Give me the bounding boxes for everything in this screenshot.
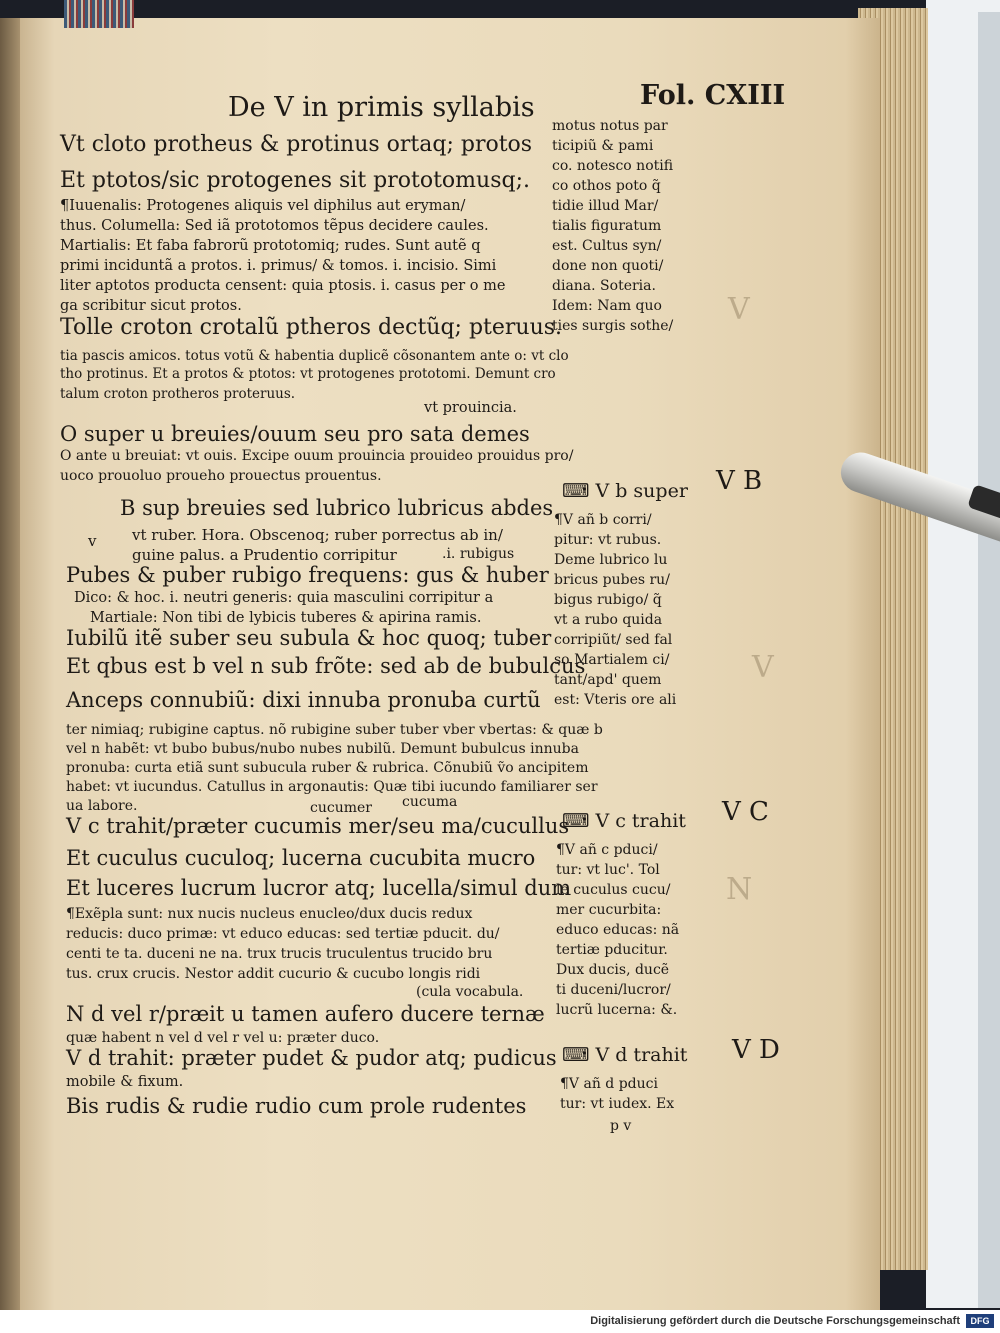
verse-line: Tolle croton crotalũ ptheros dectũq; pteruus. bbox=[60, 315, 563, 340]
verse-line: Et qbus est b vel n sub frõte: sed ab de bubulcus bbox=[66, 654, 586, 678]
side-note-line: diana. Soteria. bbox=[552, 278, 656, 294]
side-note-line: est: Vteris ore ali bbox=[554, 692, 677, 708]
side-heading-b-text: V b super bbox=[595, 480, 688, 502]
side-heading-c: ⌨ V c trahit bbox=[562, 810, 686, 832]
commentary-line: (cula vocabula. bbox=[416, 984, 524, 1000]
verse-line: Iubilũ itẽ suber seu subula & hoc quoq; tuber bbox=[66, 626, 552, 650]
commentary-line: quæ habent n vel d vel r vel u: præter duco. bbox=[66, 1030, 380, 1046]
verse-line: Et cuculus cuculoq; lucerna cucubita mucro bbox=[66, 846, 536, 870]
commentary-line: talum croton protheros proteruus. bbox=[60, 386, 296, 402]
side-note-line: ticipiũ & pami bbox=[552, 138, 654, 154]
commentary-line: uoco prouoluo proueho prouectus prouentus. bbox=[60, 468, 382, 484]
commentary-line: centi te ta. duceni ne na. trux trucis truculentus trucido bru bbox=[66, 946, 493, 962]
side-note-line: mer cucurbita: bbox=[556, 902, 662, 918]
verse-line: O super u breuies/ouum seu pro sata demes bbox=[60, 422, 530, 446]
verse-line: Pubes & puber rubigo frequens: gus & huber bbox=[66, 563, 549, 587]
verse-line: V c trahit/præter cucumis mer/seu ma/cucullus bbox=[66, 814, 570, 838]
commentary-line: vel n habẽt: vt bubo bubus/nubo nubes nubilũ. Demunt bubulcus innuba bbox=[66, 741, 579, 757]
verse-line: V d trahit: præter pudet & pudor atq; pudicus bbox=[66, 1046, 557, 1070]
side-heading-d-text: V d trahit bbox=[595, 1044, 688, 1066]
side-note-line: Dux ducis, ducẽ bbox=[556, 962, 670, 978]
side-note-line: le cuculus cucu/ bbox=[556, 882, 671, 898]
commentary-line: ¶Exẽpla sunt: nux nucis nucleus enucleo/dux ducis redux bbox=[66, 906, 473, 922]
headband bbox=[64, 0, 134, 28]
side-note-line: tur: vt luc'. Tol bbox=[556, 862, 660, 878]
side-note-line: motus notus par bbox=[552, 118, 668, 134]
side-note-line: vt a rubo quida bbox=[554, 612, 663, 628]
margin-section-d: V D bbox=[732, 1035, 780, 1065]
side-heading-d: ⌨ V d trahit bbox=[562, 1044, 688, 1066]
side-note-line: co. notesco notifi bbox=[552, 158, 674, 174]
side-note-line: ¶V añ d pduci bbox=[560, 1076, 658, 1092]
side-note-line: lucrũ lucerna: &. bbox=[556, 1002, 678, 1018]
commentary-line: tho protinus. Et a protos & ptotos: vt protogenes prototomi. Demunt cro bbox=[60, 366, 556, 382]
commentary-line: Dico: & hoc. i. neutri generis: quia masculini corripitur a bbox=[74, 590, 494, 606]
commentary-line: ¶Iuuenalis: Protogenes aliquis vel diphilus aut eryman/ bbox=[60, 198, 466, 214]
verse-line: Bis rudis & rudie rudio cum prole rudentes bbox=[66, 1094, 527, 1118]
commentary-line: primi inciduntã a protos. i. primus/ & tomos. i. incisio. Simi bbox=[60, 258, 497, 274]
side-note-line: Deme lubrico lu bbox=[554, 552, 668, 568]
commentary-line: tus. crux crucis. Nestor addit cucurio & cucubo longis ridi bbox=[66, 966, 481, 982]
commentary-line: vt ruber. Hora. Obscenoq; ruber porrectus ab in/ bbox=[132, 526, 503, 544]
commentary-line: thus. Columella: Sed iã prototomos tẽpus decidere caules. bbox=[60, 218, 489, 234]
side-note-line: est. Cultus syn/ bbox=[552, 238, 662, 254]
folio-number: Fol. CXIII bbox=[640, 80, 786, 111]
side-note-line: ti duceni/lucror/ bbox=[556, 982, 671, 998]
commentary-line: pronuba: curta etiã sunt subucula ruber & rubrica. Cõnubiũ ṽo ancipitem bbox=[66, 760, 589, 776]
side-note-line: bigus rubigo/ q̃ bbox=[554, 592, 662, 608]
side-note-line: tidie illud Mar/ bbox=[552, 198, 659, 214]
running-title: De V in primis syllabis bbox=[228, 92, 535, 123]
side-note-line: Idem: Nam quo bbox=[552, 298, 662, 314]
side-note-line: done non quoti/ bbox=[552, 258, 664, 274]
side-heading-b: ⌨ V b super bbox=[562, 480, 688, 502]
book-cover-edge bbox=[978, 12, 1000, 1308]
commentary-line: reducis: duco primæ: vt educo educas: sed tertiæ pducit. du/ bbox=[66, 926, 500, 942]
commentary-line: liter aptotos producta censent: quia ptosis. i. casus per o me bbox=[60, 278, 506, 294]
side-note-line: bricus pubes ru/ bbox=[554, 572, 670, 588]
interlinear-v: v bbox=[88, 532, 97, 550]
side-note-line: co othos poto q̃ bbox=[552, 178, 661, 194]
side-note-line: educo educas: nã bbox=[556, 922, 680, 938]
show-through-letter: N bbox=[726, 872, 753, 907]
verse-line: Et luceres lucrum lucror atq; lucella/simul dum bbox=[66, 876, 572, 900]
side-note-line: pitur: vt rubus. bbox=[554, 532, 662, 548]
verse-line: Vt cloto protheus & protinus ortaq; protos bbox=[60, 132, 533, 157]
commentary-line: habet: vt iucundus. Catullus in argonautis: Quæ tibi iucundo familiarer ser bbox=[66, 779, 598, 795]
verse-line: B sup breuies sed lubrico lubricus abdes bbox=[120, 496, 554, 520]
commentary-line: tia pascis amicos. totus votũ & habentia duplicẽ cõsonantem ante o: vt clo bbox=[60, 348, 569, 364]
side-note-line: ¶V añ c pduci/ bbox=[556, 842, 658, 858]
side-note-line: tur: vt iudex. Ex bbox=[560, 1096, 675, 1112]
side-note-line: corripiũt/ sed fal bbox=[554, 632, 673, 648]
commentary-line: guine palus. a Prudentio corripitur bbox=[132, 546, 397, 564]
gloss-word: cucuma bbox=[402, 794, 458, 810]
verse-line: Et ptotos/sic protogenes sit prototomusq;. bbox=[60, 168, 530, 193]
commentary-line: mobile & fixum. bbox=[66, 1074, 184, 1090]
commentary-line: O ante u breuiat: vt ouis. Excipe ouum prouincia prouideo prouidus pro/ bbox=[60, 448, 574, 464]
show-through-letter: V bbox=[728, 292, 750, 327]
commentary-line: Martialis: Et faba fabrorũ prototomiq; rudes. Sunt autẽ q bbox=[60, 238, 481, 254]
commentary-line: ter nimiaq; rubigine captus. nõ rubigine suber tuber vber vbertas: & quæ b bbox=[66, 722, 603, 738]
side-note-line: tialis figuratum bbox=[552, 218, 662, 234]
verse-line: Anceps connubiũ: dixi innuba pronuba curtũ bbox=[66, 688, 541, 712]
show-through-letter: V bbox=[752, 650, 774, 685]
side-note-line: tant/apd' quem bbox=[554, 672, 662, 688]
side-heading-c-text: V c trahit bbox=[595, 810, 686, 832]
side-note-line: tertiæ pducitur. bbox=[556, 942, 668, 958]
commentary-line: Martiale: Non tibi de lybicis tuberes & apirina ramis. bbox=[90, 610, 482, 626]
margin-section-b: V B bbox=[716, 466, 763, 496]
margin-section-c: V C bbox=[722, 797, 769, 827]
footer-credit: Digitalisierung gefördert durch die Deutsche Forschungsgemeinschaft bbox=[590, 1315, 960, 1327]
side-note-line: ¶V añ b corri/ bbox=[554, 512, 652, 528]
verse-line: N d vel r/præit u tamen aufero ducere ternæ bbox=[66, 1002, 545, 1026]
gloss-word: cucumer bbox=[310, 800, 372, 816]
side-note-line: so Martialem ci/ bbox=[554, 652, 670, 668]
gloss-word: .i. rubigus bbox=[442, 546, 515, 562]
signature-mark: p v bbox=[610, 1118, 632, 1134]
gloss-word: vt prouincia. bbox=[424, 400, 517, 416]
commentary-line: ua labore. bbox=[66, 798, 138, 814]
dfg-logo: DFG bbox=[966, 1314, 994, 1328]
side-note-line: ties surgis sothe/ bbox=[552, 318, 674, 334]
commentary-line: ga scribitur sicut protos. bbox=[60, 298, 242, 314]
